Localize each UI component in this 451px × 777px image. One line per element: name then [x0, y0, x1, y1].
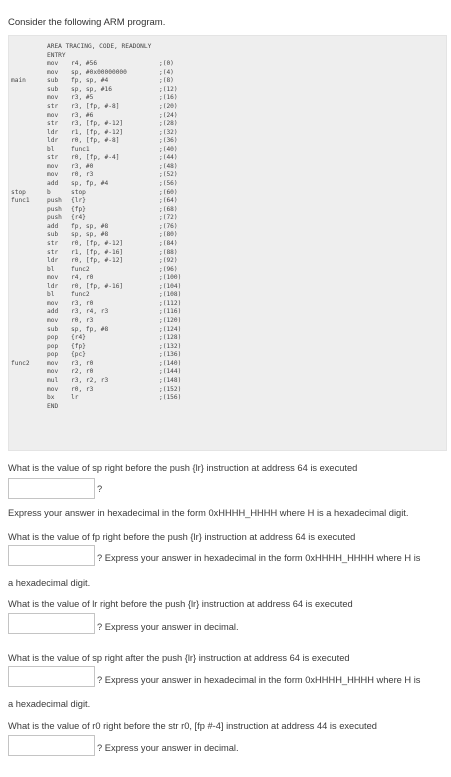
code-line: [9, 180, 446, 189]
code-line: [9, 377, 446, 386]
code-operands: lr: [71, 394, 79, 402]
code-instruction: [47, 334, 86, 343]
code-line: [9, 308, 446, 317]
code-comment: ;(92): [159, 257, 178, 265]
code-operands: r3, #5: [71, 94, 94, 102]
code-operands: ENTRY: [47, 51, 66, 59]
code-line: [9, 351, 446, 360]
code-line: [9, 249, 446, 258]
code-comment: ;(0): [159, 60, 174, 68]
code-label: stop: [11, 188, 26, 196]
code-operands: END: [47, 402, 59, 410]
code-operands: r2, r0: [71, 368, 94, 376]
code-comment: ;(156): [159, 394, 182, 402]
code-line: [9, 163, 446, 172]
code-opcode: mov: [47, 68, 59, 76]
code-comment: ;(144): [159, 368, 182, 376]
code-opcode: sub: [47, 77, 59, 85]
code-instruction: [47, 240, 123, 249]
code-instruction: [47, 386, 93, 395]
code-line: [9, 300, 446, 309]
code-line: [9, 240, 446, 249]
code-operands: r0, [fp, #-12]: [71, 239, 124, 247]
code-line: [9, 394, 446, 403]
code-opcode: str: [47, 239, 59, 247]
code-line: [9, 257, 446, 266]
code-line: [9, 283, 446, 292]
code-operands: r4, #56: [71, 60, 98, 68]
code-operands: r0, r3: [71, 171, 94, 179]
code-opcode: str: [47, 248, 59, 256]
code-comment: ;(44): [159, 154, 178, 162]
code-instruction: [47, 129, 123, 138]
code-opcode: ldr: [47, 128, 59, 136]
code-instruction: [47, 43, 151, 52]
code-instruction: [47, 257, 123, 266]
code-comment: ;(76): [159, 222, 178, 230]
code-comment: ;(88): [159, 248, 178, 256]
code-line: [9, 360, 446, 369]
code-opcode: add: [47, 308, 59, 316]
code-operands: sp, sp, #8: [71, 231, 109, 239]
code-opcode: add: [47, 222, 59, 230]
code-operands: fp, sp, #4: [71, 77, 109, 85]
code-operands: r4, r0: [71, 274, 94, 282]
code-operands: r3, #6: [71, 111, 94, 119]
code-line: [9, 77, 446, 86]
code-instruction: [47, 189, 86, 198]
question-4-format-note: a hexadecimal digit.: [8, 699, 91, 709]
question-5-hint: ? Express your answer in decimal.: [97, 743, 239, 753]
question-2-text: What is the value of fp right before the push {lr} instruction at address 64 is executed: [8, 532, 356, 542]
code-operands: {r4}: [71, 214, 86, 222]
code-instruction: [47, 206, 86, 215]
code-instruction: [47, 69, 127, 78]
code-opcode: push: [47, 214, 62, 222]
code-operands: sp, fp, #4: [71, 180, 109, 187]
code-opcode: pop: [47, 342, 59, 350]
code-operands: sp, #0x00000000: [71, 68, 127, 76]
code-comment: ;(116): [159, 308, 182, 316]
code-instruction: [47, 249, 123, 258]
code-comment: ;(32): [159, 128, 178, 136]
code-line: [9, 137, 446, 146]
code-operands: func2: [71, 265, 90, 273]
code-comment: ;(80): [159, 231, 178, 239]
code-line: [9, 154, 446, 163]
code-line: [9, 120, 446, 129]
code-operands: r0, [fp, #-4]: [71, 154, 120, 162]
code-instruction: [47, 77, 108, 86]
code-opcode: str: [47, 102, 59, 110]
code-line: [9, 197, 446, 206]
code-opcode: push: [47, 197, 62, 205]
code-operands: r0, r3: [71, 317, 94, 324]
code-operands: AREA TRACING, CODE, READONLY: [47, 43, 152, 50]
code-label: main: [11, 77, 26, 85]
code-line: [9, 189, 446, 198]
code-line: [9, 326, 446, 335]
code-line: [9, 94, 446, 103]
code-opcode: mov: [47, 317, 59, 324]
code-opcode: b: [47, 188, 51, 196]
code-instruction: [47, 137, 119, 146]
code-instruction: [47, 163, 93, 172]
code-instruction: [47, 283, 123, 292]
code-comment: ;(148): [159, 376, 182, 384]
code-line: [9, 403, 446, 412]
code-comment: ;(104): [159, 282, 182, 290]
code-line: [9, 206, 446, 215]
code-comment: ;(120): [159, 317, 182, 324]
code-operands: r0, [fp, #-12]: [71, 257, 124, 265]
code-line: [9, 317, 446, 326]
code-operands: {lr}: [71, 197, 86, 205]
code-operands: {fp}: [71, 342, 86, 350]
code-comment: ;(124): [159, 325, 182, 333]
code-comment: ;(96): [159, 265, 178, 273]
code-comment: ;(60): [159, 188, 178, 196]
code-opcode: str: [47, 154, 59, 162]
code-comment: ;(112): [159, 299, 182, 307]
code-line: [9, 129, 446, 138]
code-instruction: [47, 103, 119, 112]
code-comment: ;(4): [159, 68, 174, 76]
code-operands: {fp}: [71, 205, 86, 213]
code-opcode: mov: [47, 274, 59, 282]
code-operands: r3, r0: [71, 359, 94, 367]
code-listing: [8, 35, 447, 451]
code-line: [9, 291, 446, 300]
code-instruction: [47, 300, 93, 309]
code-comment: ;(56): [159, 180, 178, 187]
code-operands: r3, r2, r3: [71, 376, 109, 384]
code-instruction: [47, 94, 93, 103]
code-line: [9, 112, 446, 121]
code-comment: ;(12): [159, 85, 178, 93]
question-1-format-note: Express your answer in hexadecimal in the form 0xHHHH_HHHH where H is a hexadecimal digit.: [8, 508, 409, 518]
question-3-hint: ? Express your answer in decimal.: [97, 622, 239, 632]
code-opcode: bl: [47, 265, 55, 273]
code-opcode: sub: [47, 231, 59, 239]
question-1-text: What is the value of sp right before the push {lr} instruction at address 64 is executed: [8, 463, 358, 473]
code-comment: ;(24): [159, 111, 178, 119]
code-operands: {pc}: [71, 351, 86, 359]
code-operands: {r4}: [71, 334, 86, 342]
code-opcode: mul: [47, 376, 59, 384]
code-instruction: [47, 351, 86, 360]
code-instruction: [47, 112, 93, 121]
code-operands: r0, r3: [71, 385, 94, 393]
code-line: [9, 214, 446, 223]
code-comment: ;(68): [159, 205, 178, 213]
code-opcode: sub: [47, 325, 59, 333]
code-operands: r1, [fp, #-16]: [71, 248, 124, 256]
question-1-hint: ?: [97, 484, 103, 494]
code-comment: ;(136): [159, 351, 182, 359]
code-line: [9, 86, 446, 95]
code-operands: r3, r0: [71, 299, 94, 307]
code-opcode: bl: [47, 291, 55, 299]
intro-text: Consider the following ARM program.: [8, 17, 166, 28]
code-comment: ;(64): [159, 197, 178, 205]
code-operands: fp, sp, #8: [71, 222, 109, 230]
code-instruction: [47, 403, 58, 412]
question-4-text: What is the value of sp right after the push {lr} instruction at address 64 is executed: [8, 653, 350, 663]
code-comment: ;(20): [159, 102, 178, 110]
code-instruction: [47, 120, 123, 129]
code-comment: ;(28): [159, 120, 178, 128]
code-comment: ;(48): [159, 162, 178, 170]
code-comment: ;(152): [159, 385, 182, 393]
question-2-format-note: a hexadecimal digit.: [8, 578, 91, 588]
code-line: [9, 334, 446, 343]
code-comment: ;(84): [159, 239, 178, 247]
code-opcode: ldr: [47, 257, 59, 265]
code-label: func2: [11, 359, 30, 367]
code-instruction: [47, 368, 93, 377]
code-operands: r3, #0: [71, 162, 94, 170]
code-comment: ;(100): [159, 274, 182, 282]
answer-2-input[interactable]: [8, 545, 95, 566]
code-comment: ;(72): [159, 214, 178, 222]
answer-5-input[interactable]: [8, 735, 95, 756]
code-instruction: [47, 171, 93, 180]
code-line: [9, 386, 446, 395]
code-instruction: [47, 326, 108, 335]
code-comment: ;(52): [159, 171, 178, 179]
code-line: [9, 43, 446, 52]
code-opcode: ldr: [47, 282, 59, 290]
code-comment: ;(36): [159, 137, 178, 145]
code-instruction: [47, 266, 90, 275]
code-line: [9, 223, 446, 232]
code-operands: r3, r4, r3: [71, 308, 109, 316]
code-opcode: pop: [47, 334, 59, 342]
code-instruction: [47, 360, 93, 369]
code-opcode: bx: [47, 394, 55, 402]
question-5-text: What is the value of r0 right before the str r0, [fp #-4] instruction at address 44 is executed: [8, 721, 377, 731]
code-opcode: ldr: [47, 137, 59, 145]
answer-1-input[interactable]: [8, 478, 95, 499]
code-line: [9, 69, 446, 78]
code-instruction: [47, 377, 108, 386]
code-line: [9, 60, 446, 69]
code-instruction: [47, 214, 86, 223]
code-operands: r3, [fp, #-8]: [71, 102, 120, 110]
code-comment: ;(108): [159, 291, 182, 299]
code-opcode: push: [47, 205, 62, 213]
code-line: [9, 368, 446, 377]
question-4-hint: ? Express your answer in hexadecimal in the form 0xHHHH_HHHH where H is: [97, 675, 421, 685]
code-operands: r3, [fp, #-12]: [71, 120, 124, 128]
code-line: [9, 103, 446, 112]
code-instruction: [47, 317, 93, 326]
code-opcode: mov: [47, 385, 59, 393]
code-opcode: mov: [47, 60, 59, 68]
code-opcode: sub: [47, 85, 59, 93]
code-comment: ;(140): [159, 359, 182, 367]
question-2-hint: ? Express your answer in hexadecimal in the form 0xHHHH_HHHH where H is: [97, 553, 421, 563]
code-opcode: mov: [47, 359, 59, 367]
code-instruction: [47, 231, 108, 240]
code-operands: func1: [71, 145, 90, 153]
answer-3-input[interactable]: [8, 613, 95, 634]
code-instruction: [47, 343, 86, 352]
code-instruction: [47, 394, 78, 403]
code-operands: r1, [fp, #-12]: [71, 128, 124, 136]
code-line: [9, 52, 446, 61]
code-operands: r0, [fp, #-8]: [71, 137, 120, 145]
code-label: func1: [11, 197, 30, 205]
code-operands: r0, [fp, #-16]: [71, 282, 124, 290]
code-opcode: mov: [47, 94, 59, 102]
question-3-text: What is the value of lr right before the push {lr} instruction at address 64 is executed: [8, 599, 353, 609]
code-instruction: [47, 154, 119, 163]
code-operands: sp, fp, #8: [71, 325, 109, 333]
code-instruction: [47, 60, 97, 69]
code-opcode: mov: [47, 368, 59, 376]
code-line: [9, 146, 446, 155]
code-operands: stop: [71, 188, 86, 196]
code-opcode: add: [47, 180, 59, 187]
code-comment: ;(132): [159, 342, 182, 350]
code-operands: sp, sp, #16: [71, 85, 112, 93]
code-instruction: [47, 146, 90, 155]
code-opcode: mov: [47, 171, 59, 179]
code-comment: ;(128): [159, 334, 182, 342]
code-operands: func2: [71, 291, 90, 299]
code-line: [9, 231, 446, 240]
code-instruction: [47, 197, 86, 206]
code-opcode: mov: [47, 299, 59, 307]
code-instruction: [47, 86, 112, 95]
code-instruction: [47, 52, 66, 61]
answer-4-input[interactable]: [8, 666, 95, 687]
code-comment: ;(8): [159, 77, 174, 85]
code-opcode: bl: [47, 145, 55, 153]
code-instruction: [47, 291, 90, 300]
code-instruction: [47, 308, 108, 317]
code-instruction: [47, 180, 108, 189]
code-line: [9, 171, 446, 180]
code-line: [9, 274, 446, 283]
code-comment: ;(16): [159, 94, 178, 102]
code-lines: [9, 43, 446, 411]
code-comment: ;(40): [159, 145, 178, 153]
code-instruction: [47, 274, 93, 283]
code-opcode: mov: [47, 111, 59, 119]
code-line: [9, 343, 446, 352]
code-instruction: [47, 223, 108, 232]
code-opcode: mov: [47, 162, 59, 170]
code-opcode: pop: [47, 351, 59, 359]
code-line: [9, 266, 446, 275]
code-opcode: str: [47, 120, 59, 128]
